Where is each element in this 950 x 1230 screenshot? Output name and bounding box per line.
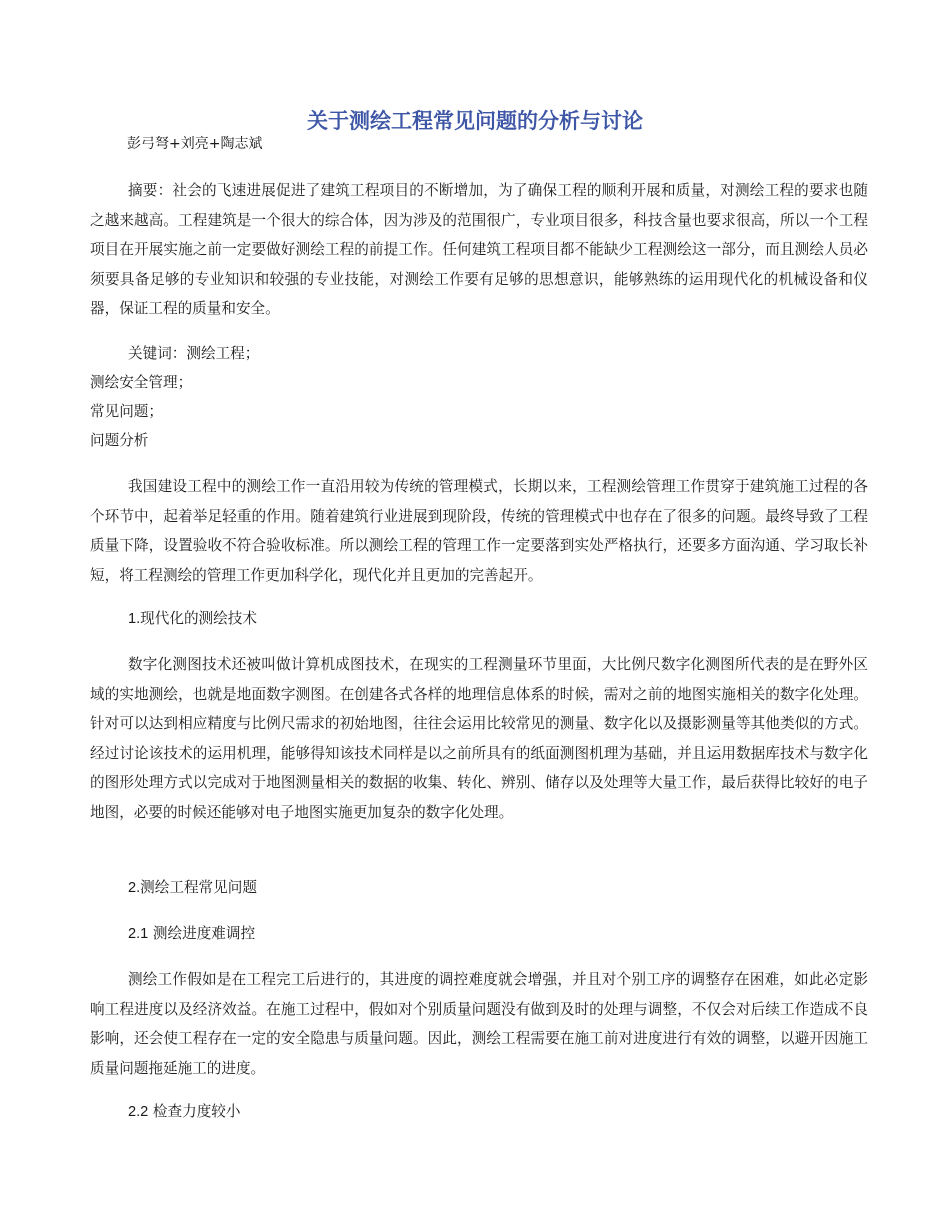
section-heading-2-1 bbox=[128, 919, 255, 950]
document-title: 关于测绘工程常见问题的分析与讨论 bbox=[307, 109, 643, 133]
section-heading-1 bbox=[128, 604, 257, 635]
intro-paragraph: 我国建设工程中的测绘工作一直沿用较为传统的管理模式，长期以来，工程测绘管理工作贯穿于建筑施工过程的各个环节中，起着举足轻重的作用。随着建筑行业进展到现阶段，传统的管理模式中也存在了很多的问题。最终导致了工程质量下降，设置验收不符合验收标准。所以测绘工程的管理工作一定要落到实处严格执行，还要多方面沟通、学习取长补短，将工程测绘的管理工作更加科学化，现代化并且更加的完善起开。 bbox=[90, 478, 868, 584]
authors-line: 彭弓弩+刘亮+陶志斌 bbox=[127, 136, 263, 152]
abstract-paragraph: 摘要：社会的飞速进展促进了建筑工程项目的不断增加，为了确保工程的顺利开展和质量，对测绘工程的要求也随之越来越高。工程建筑是一个很大的综合体，因为涉及的范围很广，专业项目很多，科技含量也要求很高，所以一个工程项目在开展实施之前一定要做好测绘工程的前提工作。任何建筑工程项目都不能缺少工程测绘这一部分，而且测绘人员必须要具备足够的专业知识和较强的专业技能，对测绘工作要有足够的思想意识，能够熟练的运用现代化的机械设备和仪器，保证工程的质量和安全。 bbox=[90, 182, 868, 317]
section-heading-2-2 bbox=[128, 1097, 241, 1128]
section-heading-text: 测绘工程常见问题 bbox=[140, 879, 257, 896]
section-heading-text: 现代化的测绘技术 bbox=[140, 610, 257, 627]
keywords-label: 关键词：测绘工程； bbox=[128, 345, 260, 362]
section-number: 2.1 bbox=[128, 926, 149, 942]
section-number: 1. bbox=[128, 611, 141, 627]
section-heading-text: 测绘进度难调控 bbox=[148, 925, 256, 942]
keyword-item: 常见问题； bbox=[90, 403, 163, 420]
section-2-1-paragraph: 测绘工作假如是在工程完工后进行的，其进度的调控难度就会增强，并且对个别工序的调整存在困难，如此必定影响工程进度以及经济效益。在施工过程中，假如对个别质量问题没有做到及时的处理与调整，不仅会对后续工作造成不良影响，还会使工程存在一定的安全隐患与质量问题。因此，测绘工程需要在施工前对进度进行有效的调整，以避开因施工质量问题拖延施工的进度。 bbox=[90, 971, 868, 1077]
section-heading-2 bbox=[128, 873, 257, 904]
section-number: 2.2 bbox=[128, 1104, 149, 1120]
section-heading-text: 检查力度较小 bbox=[148, 1103, 241, 1120]
keyword-item: 测绘安全管理； bbox=[90, 374, 193, 391]
section-1-paragraph: 数字化测图技术还被叫做计算机成图技术，在现实的工程测量环节里面，大比例尺数字化测图所代表的是在野外区域的实地测绘，也就是地面数字测图。在创建各式各样的地理信息体系的时候，需对之前的地图实施相关的数字化处理。针对可以达到相应精度与比例尺需求的初始地图，往往会运用比较常见的测量、数字化以及摄影测量等其他类似的方式。经过讨论该技术的运用机理，能够得知该技术同样是以之前所具有的纸面测图机理为基础，并且运用数据库技术与数字化的图形处理方式以完成对于地图测量相关的数据的收集、转化、辨别、储存以及处理等大量工作，最后获得比较好的电子地图，必要的时候还能够对电子地图实施更加复杂的数字化处理。 bbox=[90, 656, 868, 821]
keyword-item: 问题分析 bbox=[90, 432, 149, 449]
section-number: 2. bbox=[128, 880, 141, 896]
